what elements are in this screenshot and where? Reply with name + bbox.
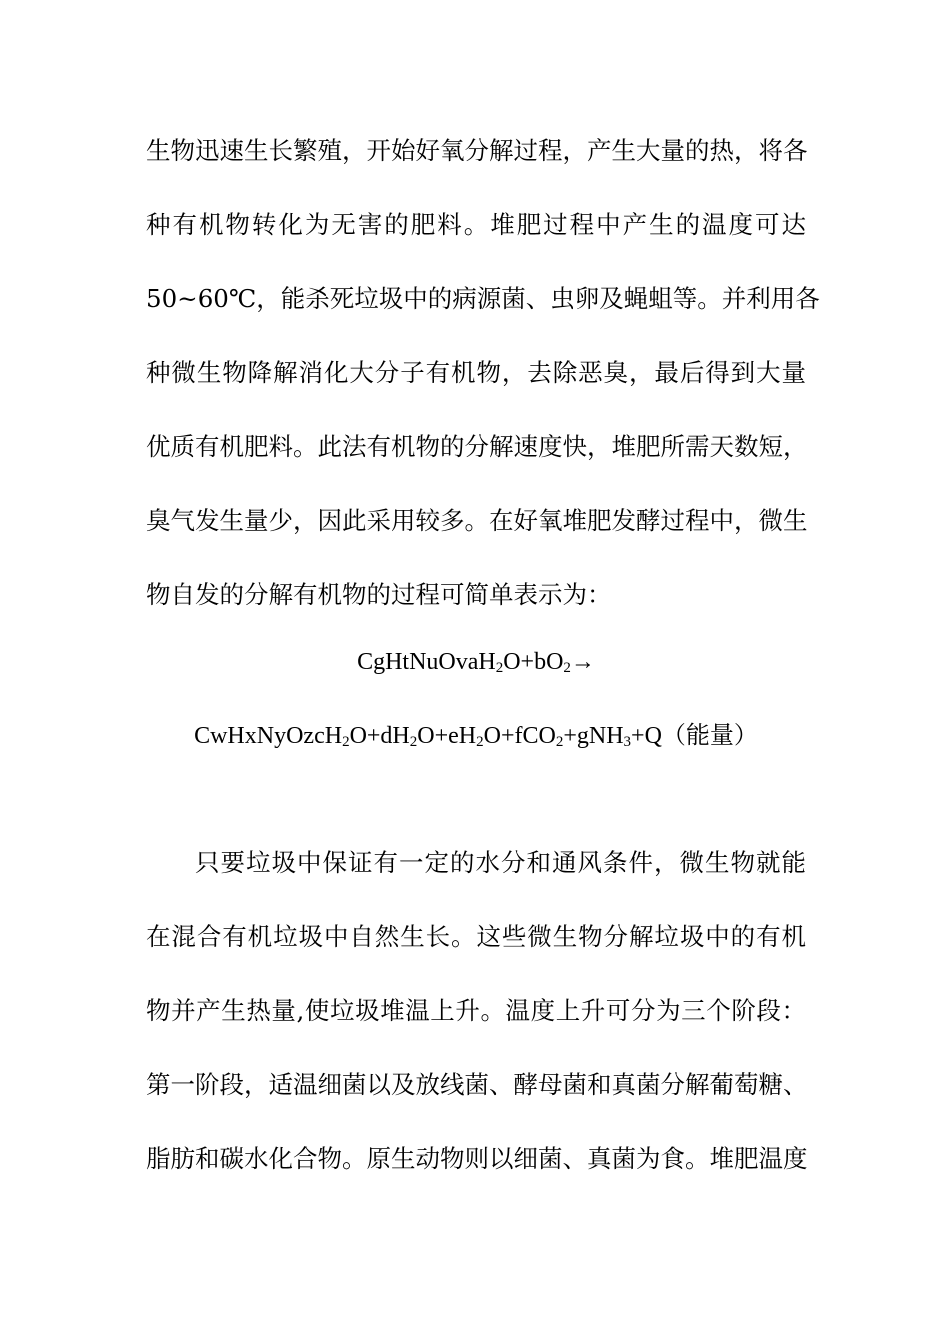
formula-text: O+fCO — [483, 723, 556, 749]
text-line: 优质有机肥料。此法有机物的分解速度快，堆肥所需天数短， — [146, 432, 808, 461]
subscript: 3 — [623, 734, 632, 750]
formula-text: CgHtNuOvaH — [357, 649, 496, 675]
formula-text: O+dH — [349, 723, 410, 749]
subscript: 2 — [495, 660, 504, 676]
formula-text: → — [570, 649, 595, 675]
subscript: 2 — [476, 734, 484, 750]
text-line: 只要垃圾中保证有一定的水分和通风条件，微生物就能 — [195, 848, 806, 877]
text-line: 在混合有机垃圾中自然生长。这些微生物分解垃圾中的有机 — [146, 922, 806, 951]
text-line: 脂肪和碳水化合物。原生动物则以细菌、真菌为食。堆肥温度 — [146, 1144, 808, 1173]
subscript: 2 — [342, 734, 350, 750]
text-line: 物并产生热量,使垃圾堆温上升。温度上升可分为三个阶段： — [146, 996, 806, 1025]
subscript: 2 — [555, 734, 564, 750]
text-line: 种微生物降解消化大分子有机物，去除恶臭，最后得到大量 — [146, 358, 806, 387]
subscript: 2 — [563, 660, 571, 676]
formula-text: O+bO — [503, 649, 564, 675]
equation-reactants — [146, 645, 806, 679]
formula-text: +gNH — [563, 723, 624, 749]
equation-products — [146, 719, 806, 753]
text-line: 臭气发生量少，因此采用较多。在好氧堆肥发酵过程中，微生 — [146, 506, 808, 535]
text-line: 种有机物转化为无害的肥料。堆肥过程中产生的温度可达 — [146, 210, 806, 239]
formula-text: +Q（能量） — [631, 723, 758, 749]
text-line: 物自发的分解有机物的过程可简单表示为： — [146, 580, 612, 609]
text-line: 生物迅速生长繁殖，开始好氧分解过程，产生大量的热，将各 — [146, 136, 808, 165]
text-line: 50~60℃，能杀死垃圾中的病源菌、虫卵及蝇蛆等。并利用各 — [146, 284, 820, 313]
formula-text: O+eH — [417, 723, 477, 749]
subscript: 2 — [409, 734, 418, 750]
formula-text: CwHxNyOzcH — [194, 723, 343, 749]
text-line: 第一阶段，适温细菌以及放线菌、酵母菌和真菌分解葡萄糖、 — [146, 1070, 808, 1099]
